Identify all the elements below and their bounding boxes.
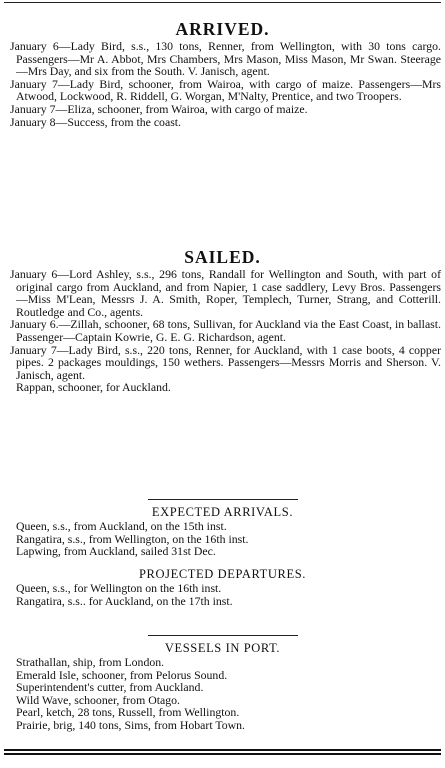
expected-item-1: Queen, s.s., from Auckland, on the 15th inst. (16, 519, 227, 533)
sailed-entry-4: Rappan, schooner, for Auckland. (16, 380, 171, 395)
vessels-in-port-heading: VESSELS IN PORT. (164, 641, 281, 655)
arrived-entry-3: January 7—Eliza, schooner, from Wairoa, with cargo of maize. (10, 101, 308, 116)
port-item-5: Pearl, ketch, 28 tons, Russell, from Wellington. (16, 705, 240, 720)
sailed-entry-1: January 6—Lord Ashley, s.s., 296 tons, Randall for Wellington and South, with part of original cargo from Auckland, and from Napier, 1 case saddlery, Levy Bros. Passengers—Miss M'Lean, Messrs J. A. Smith, Roper, Templech, Turner, Strang, and Cotterill. Routledge and Co., agents. (10, 267, 441, 319)
projected-item-2: Rangatira, s.s.. for Auckland, on the 17th inst. (16, 593, 233, 608)
sailed-section (4, 247, 441, 394)
projected-item-1: Queen, s.s., for Wellington on the 16th inst. (16, 581, 222, 595)
vessels-in-port-section (4, 632, 441, 732)
arrived-heading: ARRIVED. (175, 19, 270, 39)
port-item-3: Superintendent's cutter, from Auckland. (16, 680, 204, 695)
arrived-entry-2: January 7—Lady Bird, schooner, from Wairoa, with cargo of maize. Passengers—Mrs Atwood, Lockwood, R. Riddell, G. Worgan, M'Nalty, Prentice, and two Troopers. (10, 76, 441, 104)
sailed-entry-3: January 7—Lady Bird, s.s., 220 tons, Renner, for Auckland, with 1 case boots, 4 copper pipes. 2 packages mouldings, 150 wethers. Passengers—Messrs Morris and Sherson. V. Janisch, agent. (10, 342, 441, 382)
bottom-rule-1 (4, 749, 441, 751)
arrived-section (4, 0, 441, 128)
divider (148, 499, 298, 500)
expected-item-3: Lapwing, from Auckland, sailed 31st Dec. (16, 544, 216, 559)
arrived-entry-4: January 8—Success, from the coast. (10, 114, 182, 129)
sailed-heading: SAILED. (184, 247, 261, 267)
port-item-4: Wild Wave, schooner, from Otago. (16, 692, 180, 707)
top-rule (4, 2, 441, 3)
bottom-double-rule (4, 749, 441, 757)
projected-departures-section (4, 566, 441, 607)
port-item-2: Emerald Isle, schooner, from Pelorus Sound. (16, 667, 228, 682)
sailed-entry-2: January 6.—Zillah, schooner, 68 tons, Sullivan, for Auckland via the East Coast, in ballast. Passenger—Captain Kowrie, G. E. G. Richardson, agent. (10, 317, 441, 344)
expected-arrivals-heading: EXPECTED ARRIVALS. (151, 505, 294, 519)
port-item-6: Prairie, brig, 140 tons, Sims, from Hobart Town. (16, 717, 245, 732)
bottom-rule-2 (4, 753, 441, 755)
port-item-1: Strathallan, ship, from London. (16, 655, 165, 669)
arrived-entry-1: January 6—Lady Bird, s.s., 130 tons, Renner, from Wellington, with 30 tons cargo. Passengers—Mr A. Abbot, Mrs Chambers, Mrs Mason, Miss Mason, Mr Swan. Steerage—Mrs Day, and six from the South. V. Janisch, agent. (10, 39, 441, 79)
expected-arrivals-section (4, 496, 441, 558)
divider (148, 635, 298, 636)
expected-item-2: Rangatira, s.s., from Wellington, on the 16th inst. (16, 531, 249, 546)
projected-departures-heading: PROJECTED DEPARTURES. (139, 567, 306, 581)
